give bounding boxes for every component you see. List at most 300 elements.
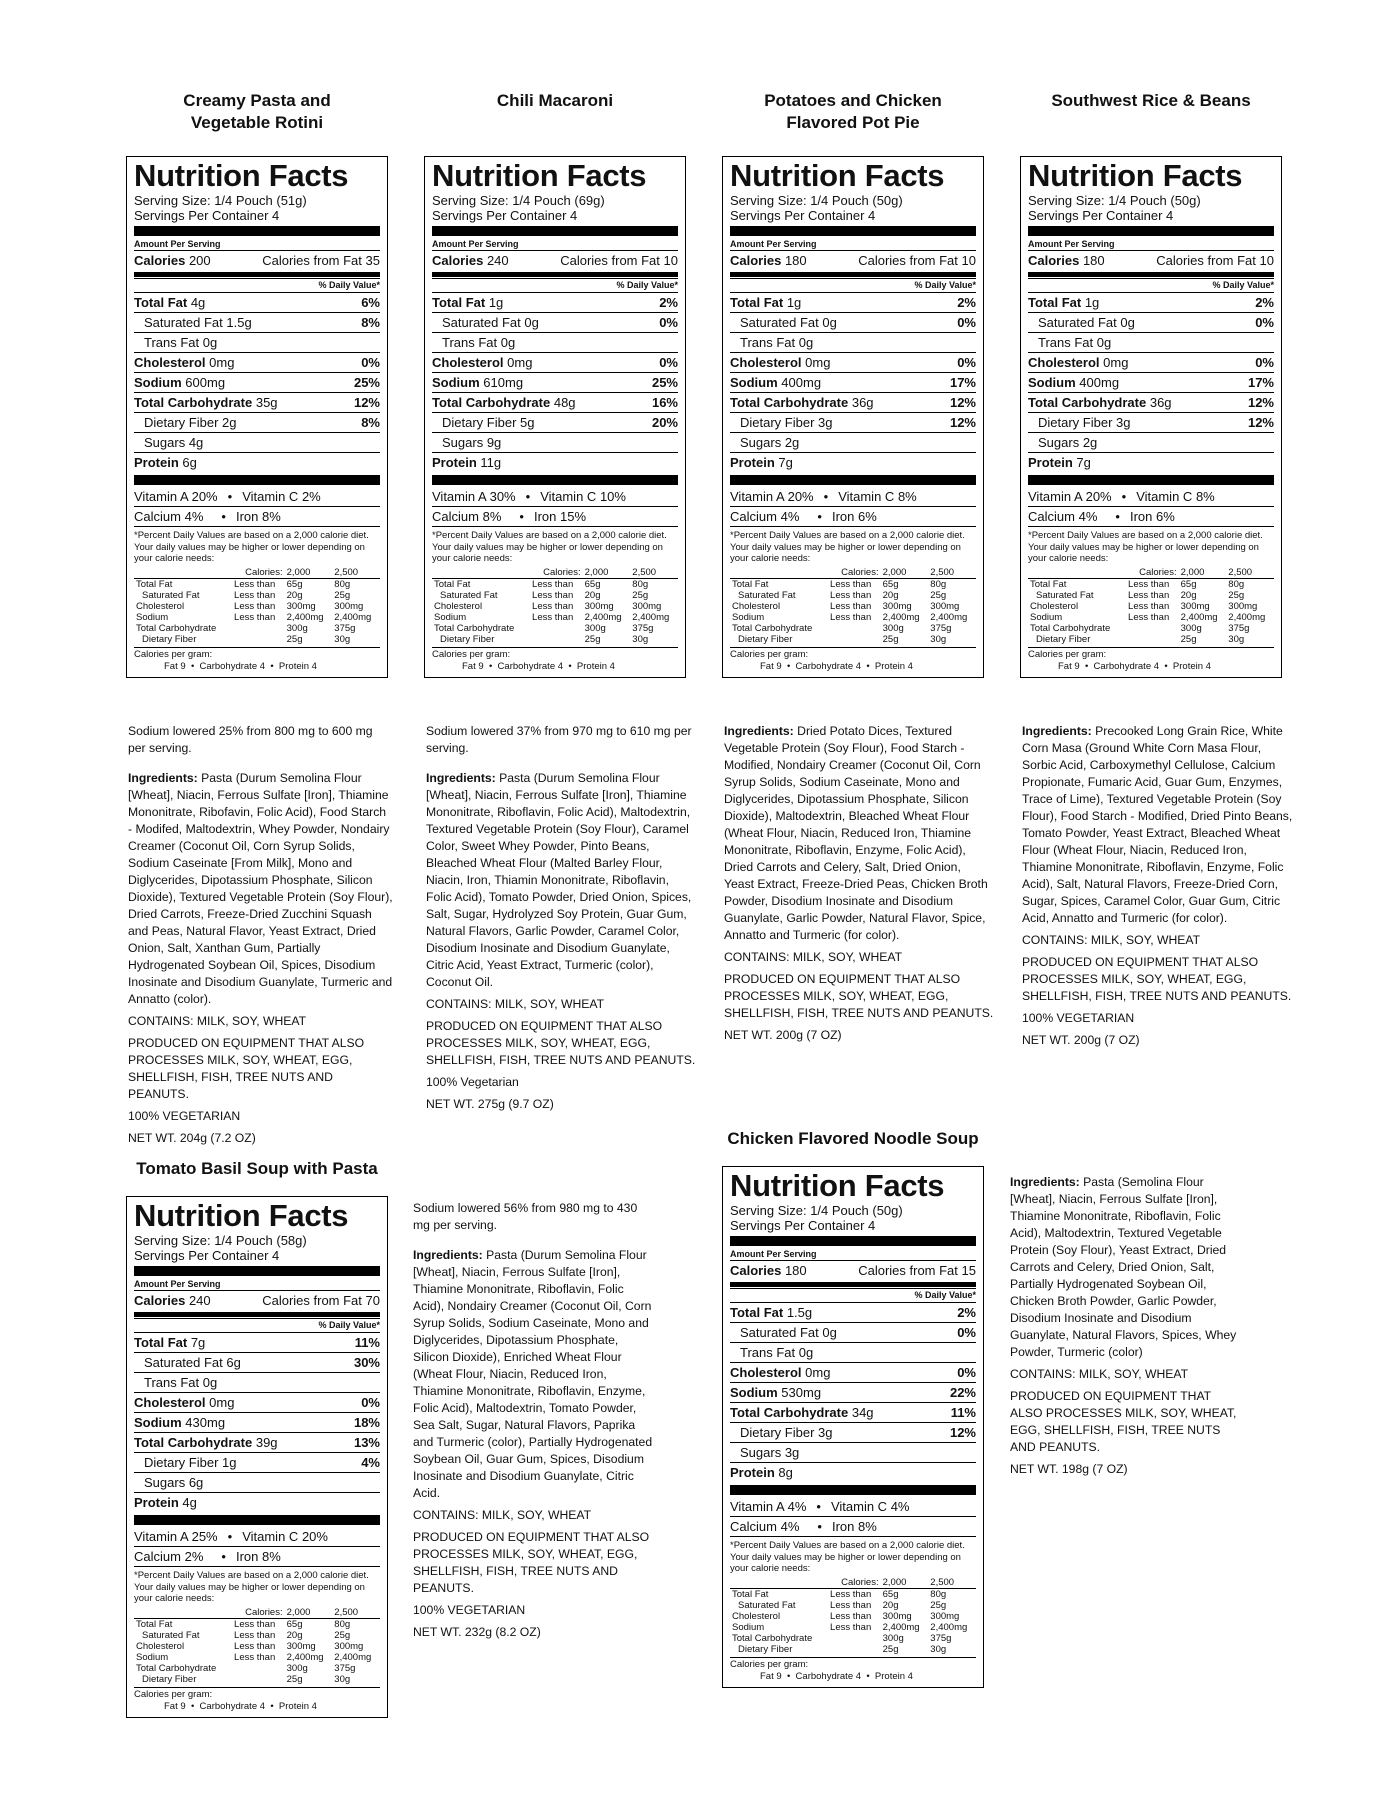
dv-cell: Cholesterol [732,1610,781,1622]
sugars-row [1028,432,1274,452]
daily-value-table [730,1577,976,1655]
calories-from-fat-value: 10 [663,253,678,268]
dv-cell [828,634,881,645]
nutrition-panel [126,1196,388,1718]
product-creamy-pasta [126,90,388,134]
calories-per-gram [432,647,678,673]
dv-cell: 2,400mg [882,1621,920,1633]
total-carb-label: Total Carbohydrate [730,395,849,410]
dv-cell: Total Carbohydrate [732,1632,813,1644]
dv-cell: Total Carbohydrate [732,622,813,634]
dv-header-cell: Calories: [828,1577,881,1589]
vitamin-a [134,487,218,506]
iron [1130,507,1175,526]
contains-text: CONTAINS: MILK, SOY, WHEAT [1010,1367,1189,1381]
calories-from-fat-label: Calories from Fat [1156,253,1256,268]
total-carb-dv: 13% [353,1435,380,1450]
protein-value: 7g [1076,455,1091,470]
calories-from-fat [560,251,678,270]
dv-table-row [1028,634,1274,645]
bullet: • [1121,489,1127,504]
cpg-carbohydrate: Carbohydrate 4 [497,660,564,672]
vitamin-a-value: 20% [1085,489,1112,504]
dv-table-row [134,612,380,623]
saturated-fat-row [1028,312,1274,332]
total-carb-label: Total Carbohydrate [432,395,551,410]
dietary-fiber-label: Dietary Fiber [740,415,815,430]
calories-from-fat [858,251,976,270]
dv-cell: Less than [830,1599,872,1611]
calcium-label: Calcium [432,509,479,524]
net-weight: NET WT. 200g (7 OZ) [724,1028,842,1042]
dv-cell: Total Carbohydrate [136,622,217,634]
daily-value-header: % Daily Value* [134,278,380,292]
dv-cell: Total Fat [136,578,173,590]
total-fat-dv: 2% [957,295,976,310]
dv-cell: Less than [532,600,574,612]
dv-cell: 65g [286,1618,303,1630]
cholesterol-label: Cholesterol [134,1395,206,1410]
bullet: • [525,489,531,504]
iron-value: 8% [857,1519,877,1534]
cholesterol-row [134,1392,380,1412]
dietary-fiber-dv: 20% [651,415,678,430]
dv-cell: 2,400mg [286,1651,324,1663]
cpg-fat: Fat 9 [760,660,782,672]
serving-info [1028,193,1274,223]
iron-value: 8% [261,1549,281,1564]
dv-cell: Dietary Fiber [142,633,197,645]
dv-cell [1126,623,1179,634]
sugars-value: 4g [188,435,204,450]
bullet: • [270,660,274,672]
equipment-text: PRODUCED ON EQUIPMENT THAT ALSO PROCESSES MILK, SOY, WHEAT, EGG, SHELLFISH, FISH, TREE NUTS AND PEANUTS. [1022,955,1292,1003]
dv-cell: Less than [830,1610,872,1622]
bullet: • [1115,509,1120,524]
dv-cell: 80g [334,1618,351,1630]
saturated-fat-label: Saturated Fat [740,315,819,330]
serving-size-label: Serving Size: [730,1203,811,1218]
dv-cell: Sodium [136,611,169,623]
dv-cell: 2,400mg [584,611,622,623]
sodium-value: 430mg [185,1415,226,1430]
cholesterol-dv: 0% [361,355,380,370]
bullet: • [190,660,195,672]
dietary-fiber-label: Dietary Fiber [144,415,219,430]
calories-from-fat [1156,251,1274,270]
nutrition-facts-label [424,156,686,678]
ingredients-list: Dried Potato Dices, Textured Vegetable Protein (Soy Flour), Food Starch - Modified, Nondairy Creamer (Coconut Oil, Corn Syrup Solids, Sodium Caseinate, Mono and Diglycerides, Dipotassium Phosphate, Silicon Dioxide), Maltodextrin, Bleached Wheat Flour (Wheat Flour, Niacin, Reduced Iron, Thiamine Mononitrate, Riboflavin, Enzyme, Folic Acid), Dried Carrots and Celery, Salt, Dried Onion, Yeast Extract, Freeze-Dried Peas, Chicken Broth Powder, Disodium Inosinate and Disodium Guanylate, Garlic Powder, Natural Flavor, Spice, Annatto and Turmeric (for color). [724,724,988,942]
dv-cell: Dietary Fiber [738,1643,793,1655]
dv-cell: 20g [286,589,303,601]
vitamin-a-value: 4% [787,1499,807,1514]
calories-from-fat-value: 35 [365,253,380,268]
sodium-label: Sodium [730,375,778,390]
cpg-carbohydrate: Carbohydrate 4 [795,660,862,672]
dietary-fiber-dv: 12% [1247,415,1274,430]
calories-label: Calories [432,253,484,268]
saturated-fat-row [134,312,380,332]
total-carb-value: 36g [851,395,874,410]
saturated-fat-dv: 0% [1255,315,1274,330]
amount-per-serving: Amount Per Serving [134,1279,221,1289]
serving-info [730,193,976,223]
dv-cell: 300mg [584,600,614,612]
thick-divider [432,475,678,485]
trans-fat-label: Trans Fat [144,335,200,350]
dietary-fiber-dv: 12% [949,1425,976,1440]
dv-cell: 25g [584,633,601,645]
calcium [134,507,203,526]
calories-per-gram-label: Calories per gram: [134,648,213,660]
dv-cell: 25g [334,1629,351,1641]
daily-value-footnote: *Percent Daily Values are based on a 2,000 calorie diet. Your daily values may be higher or lower depending on your calorie needs: [730,1536,976,1575]
vitamin-row-2 [1028,506,1274,526]
daily-value-header: % Daily Value* [730,278,976,292]
dv-table-row [134,1652,380,1663]
dv-cell: 80g [632,578,649,590]
calcium-label: Calcium [134,1549,181,1564]
calories-from-fat-value: 15 [961,1263,976,1278]
dv-table-row [1028,590,1274,601]
equipment-text: PRODUCED ON EQUIPMENT THAT ALSO PROCESSES MILK, SOY, WHEAT, EGG, SHELLFISH, FISH, TREE NUTS AND PEANUTS. [724,972,994,1020]
vitamin-a-label: Vitamin A [134,489,188,504]
dv-cell: Less than [234,578,276,590]
equipment-text: PRODUCED ON EQUIPMENT THAT ALSO PROCESSES MILK, SOY, WHEAT, EGG, SHELLFISH, FISH, TREE NUTS AND PEANUTS. [128,1036,365,1101]
total-carb-value: 39g [255,1435,278,1450]
nutrition-facts-label [722,156,984,678]
sodium-value: 610mg [483,375,524,390]
contains-text: CONTAINS: MILK, SOY, WHEAT [1022,933,1201,947]
trans-fat-label: Trans Fat [442,335,498,350]
dv-table-row [134,1663,380,1674]
calories-per-gram-label: Calories per gram: [432,648,511,660]
calories-row [134,250,380,270]
dv-cell: Saturated Fat [142,589,200,601]
dv-cell: 2,400mg [1228,611,1266,623]
dv-cell: Dietary Fiber [738,633,793,645]
dv-header-cell [134,567,232,579]
dv-table-row [730,634,976,645]
dv-cell: 65g [882,578,899,590]
dietary-fiber-label: Dietary Fiber [1038,415,1113,430]
sodium-value: 400mg [1079,375,1120,390]
dv-cell: Less than [532,589,574,601]
calcium [134,1547,203,1566]
dv-table-row [730,1600,976,1611]
calories-value: 180 [784,1263,807,1278]
iron [832,1517,877,1536]
bullet: • [817,509,822,524]
total-carb-dv: 12% [353,395,380,410]
ingredients-list: Pasta (Durum Semolina Flour [Wheat], Niacin, Ferrous Sulfate [Iron], Thiamine Mononitrate, Riboflavin, Folic Acid), Nondairy Creamer (Coconut Oil, Corn Syrup Solids, Sodium Caseinate, Mono and Diglycerides, Dipotassium Phosphate, Silicon Dioxide), Enriched Wheat Flour (Wheat Flour, Niacin, Reduced Iron, Thiamine Mononitrate, Riboflavin, Enzyme, Folic Acid), Maltodextrin, Tomato Powder, Sea Salt, Sugar, Natural Flavors, Paprika and Turmeric (color), Partially Hydrogenated Soybean Oil, Guar Gum, Spices, Disodium Inosinate and Disodium Guanylate, Citric Acid. [413,1248,653,1500]
protein-value: 7g [778,455,793,470]
vitamin-c-value: 20% [301,1529,328,1544]
dv-cell: 25g [334,589,351,601]
ingredients-block [426,723,696,1118]
ingredients-text [426,770,696,991]
dietary-fiber-dv: 4% [361,1455,380,1470]
dv-table-row [1028,601,1274,612]
iron [236,507,281,526]
total-fat-value: 1g [786,295,802,310]
total-fat-value: 1.5g [786,1305,813,1320]
calories-label: Calories [730,253,782,268]
saturated-fat-label: Saturated Fat [144,1355,223,1370]
total-fat-row [1028,292,1274,312]
vitamin-a [1028,487,1112,506]
dv-cell: 80g [334,578,351,590]
iron-label: Iron [235,1549,259,1564]
dv-cell: 25g [632,589,649,601]
dv-table-row [730,1611,976,1622]
dv-cell: Sodium [434,611,467,623]
total-fat-dv: 2% [957,1305,976,1320]
saturated-fat-row [730,312,976,332]
dv-header-cell: Calories: [1126,567,1179,579]
equipment-text: PRODUCED ON EQUIPMENT THAT ALSO PROCESSES MILK, SOY, WHEAT, EGG, SHELLFISH, FISH, TREE NUTS AND PEANUTS. [1010,1389,1237,1454]
vitamin-c-label: Vitamin C [242,489,299,504]
cholesterol-value: 0mg [805,355,831,370]
dv-cell [232,623,285,634]
calories-per-gram-values [134,661,380,673]
product-title: Tomato Basil Soup with Pasta [136,1159,378,1178]
calories-from-fat-value: 10 [1259,253,1274,268]
sugars-value: 6g [188,1475,204,1490]
saturated-fat-dv: 0% [957,1325,976,1340]
serving-size-label: Serving Size: [134,193,215,208]
product-title: Chicken Flavored Noodle Soup [727,1129,979,1148]
dv-cell: 2,400mg [334,1651,372,1663]
bullet: • [227,489,233,504]
cpg-protein: Protein 4 [576,660,615,672]
dv-cell: 30g [632,633,649,645]
daily-value-table [134,567,380,645]
dv-cell: 375g [930,622,952,634]
protein-label: Protein [134,1495,179,1510]
sugars-label: Sugars [1038,435,1080,450]
sugars-label: Sugars [442,435,484,450]
bullet: • [816,1499,821,1514]
ingredients-label: Ingredients: [724,724,794,738]
calories-from-fat-label: Calories from Fat [262,1293,362,1308]
dv-header-cell: 2,000 [583,567,631,579]
calories-per-gram-label: Calories per gram: [1028,648,1107,660]
dv-cell: 25g [882,633,899,645]
dv-table-row [730,612,976,623]
calories-row [730,250,976,270]
saturated-fat-value: 0g [1120,315,1135,330]
calories-per-gram-label: Calories per gram: [730,648,809,660]
iron [832,507,877,526]
sodium-dv: 22% [949,1385,976,1400]
saturated-fat-dv: 0% [659,315,678,330]
ingredients-list: Pasta (Semolina Flour [Wheat], Niacin, Ferrous Sulfate [Iron], Thiamine Mononitrate, Riboflavin, Folic Acid), Maltodextrin, Textured Vegetable Protein (Soy Flour), Yeast Extract, Dried Carrots and Celery, Dried Onion, Salt, Partially Hydrogenated Soybean Oil, Chicken Broth Powder, Garlic Powder, Disodium Inosinate and Disodium Guanylate, Natural Flavors, Spices, Whey Powder, Turmeric (color) [1010,1175,1237,1359]
vitamin-c-value: 8% [1195,489,1215,504]
calories-value: 200 [188,253,211,268]
calcium-label: Calcium [730,509,777,524]
dv-table-header [730,1577,976,1589]
dv-header-cell: Calories: [530,567,583,579]
calories-per-gram [730,1657,976,1683]
dv-cell: Less than [830,1588,872,1600]
dv-table-header [134,1607,380,1619]
dv-cell: 25g [1228,589,1245,601]
sodium-row [730,372,976,392]
dv-table-row [432,578,678,590]
iron-label: Iron [1129,509,1153,524]
calories-from-fat [858,1261,976,1280]
sodium-dv: 18% [353,1415,380,1430]
protein-value: 8g [778,1465,793,1480]
dietary-fiber-row [730,412,976,432]
dv-header-cell: 2,500 [332,567,380,579]
daily-value-footnote: *Percent Daily Values are based on a 2,000 calorie diet. Your daily values may be higher or lower depending on your calorie needs: [1028,526,1274,565]
bullet: • [786,1670,791,1682]
dv-cell: Sodium [732,1621,765,1633]
product-pot-pie [722,90,984,134]
sodium-value: 600mg [185,375,226,390]
vitamin-c-value: 2% [301,489,321,504]
vitamin-row-2 [730,1516,976,1536]
cholesterol-row [1028,352,1274,372]
dv-cell: Less than [234,1640,276,1652]
ingredients-block [1022,723,1294,1054]
nutrition-facts-label [722,1166,984,1688]
cpg-protein: Protein 4 [278,660,317,672]
saturated-fat-row [730,1322,976,1342]
dv-cell: Cholesterol [136,1640,185,1652]
cpg-fat: Fat 9 [164,660,186,672]
dv-header-cell: Calories: [232,1607,285,1619]
ingredients-block [128,723,393,1152]
dietary-fiber-value: 3g [818,415,833,430]
dv-cell: 20g [882,1599,899,1611]
serving-size [432,193,678,208]
dv-cell: 25g [930,589,947,601]
dv-cell: Cholesterol [1030,600,1079,612]
product-chili-macaroni [424,90,686,112]
dv-table-row [134,578,380,590]
total-fat-value: 4g [190,295,206,310]
dietary-fiber-row [134,412,380,432]
cholesterol-dv: 0% [659,355,678,370]
product-title: Potatoes and Chicken Flavored Pot Pie [764,91,942,132]
dv-cell: Cholesterol [732,600,781,612]
iron-value: 6% [857,509,877,524]
sugars-value: 2g [784,435,800,450]
calories-value: 240 [188,1293,211,1308]
sodium-dv: 25% [353,375,380,390]
cholesterol-label: Cholesterol [134,355,206,370]
dv-cell: 300mg [882,600,912,612]
dv-cell: Less than [1128,589,1170,601]
ingredients-label: Ingredients: [413,1248,483,1262]
dietary-fiber-dv: 12% [949,415,976,430]
trans-fat-label: Trans Fat [740,335,796,350]
trans-fat-value: 0g [202,335,218,350]
dv-cell: Total Fat [732,1588,769,1600]
vitamin-row-2 [432,506,678,526]
cholesterol-label: Cholesterol [432,355,504,370]
dv-cell [232,1674,285,1685]
total-carb-row [134,1432,380,1452]
calories-per-gram-values [134,1701,380,1713]
nutrition-facts-heading: Nutrition Facts [730,158,945,193]
iron-label: Iron [831,509,855,524]
sugars-label: Sugars [740,435,782,450]
bullet: • [190,1700,195,1712]
trans-fat-value: 0g [500,335,516,350]
dv-header-cell: 2,000 [285,1607,333,1619]
servings-per-container: Servings Per Container 4 [134,1248,280,1263]
dv-cell: 25g [286,1673,303,1685]
dv-header-cell [730,1577,828,1589]
sugars-row [730,432,976,452]
serving-size-value: 1/4 Pouch (50g) [1108,193,1201,208]
medium-divider [730,272,976,277]
calories-from-fat [262,251,380,270]
serving-size-label: Serving Size: [432,193,513,208]
saturated-fat-label: Saturated Fat [144,315,223,330]
dv-header-cell [134,1607,232,1619]
dv-cell: 375g [1228,622,1250,634]
saturated-fat-dv: 0% [957,315,976,330]
dv-cell: 300g [286,1662,308,1674]
dv-cell: Saturated Fat [738,589,796,601]
thick-divider [730,226,976,236]
dv-header-cell [432,567,530,579]
protein-row [134,452,380,472]
sugars-row [134,432,380,452]
calories-label: Calories [134,253,186,268]
dv-table-row [730,578,976,590]
bullet: • [866,1670,870,1682]
dv-cell: 25g [930,1599,947,1611]
dv-table-row [432,590,678,601]
calcium-value: 8% [482,509,502,524]
vitamin-a-value: 20% [787,489,814,504]
dv-cell: 20g [584,589,601,601]
dv-cell: 25g [882,1643,899,1655]
iron [236,1547,281,1566]
sugars-value: 9g [486,435,502,450]
bullet: • [568,660,572,672]
equipment-text: PRODUCED ON EQUIPMENT THAT ALSO PROCESSES MILK, SOY, WHEAT, EGG, SHELLFISH, FISH, TREE NUTS AND PEANUTS. [413,1530,650,1595]
dv-table-header [730,567,976,579]
sodium-note: Sodium lowered 25% from 800 mg to 600 mg per serving. [128,724,373,755]
calcium [432,507,501,526]
serving-size-value: 1/4 Pouch (50g) [810,1203,903,1218]
dv-cell [1126,634,1179,645]
dv-cell: 30g [930,633,947,645]
vitamin-c-label: Vitamin C [1136,489,1193,504]
thick-divider [730,1485,976,1495]
daily-value-header: % Daily Value* [730,1288,976,1302]
dv-cell: Saturated Fat [142,1629,200,1641]
dv-table-row [730,1588,976,1600]
calories-value: 240 [486,253,509,268]
dv-cell: 65g [584,578,601,590]
dv-cell: 80g [1228,578,1245,590]
nutrition-panel [424,156,686,678]
medium-divider [730,1282,976,1287]
dv-table-row [1028,578,1274,590]
calories [730,1261,807,1280]
dv-table-row [730,623,976,634]
iron-label: Iron [831,1519,855,1534]
total-fat-dv: 2% [659,295,678,310]
